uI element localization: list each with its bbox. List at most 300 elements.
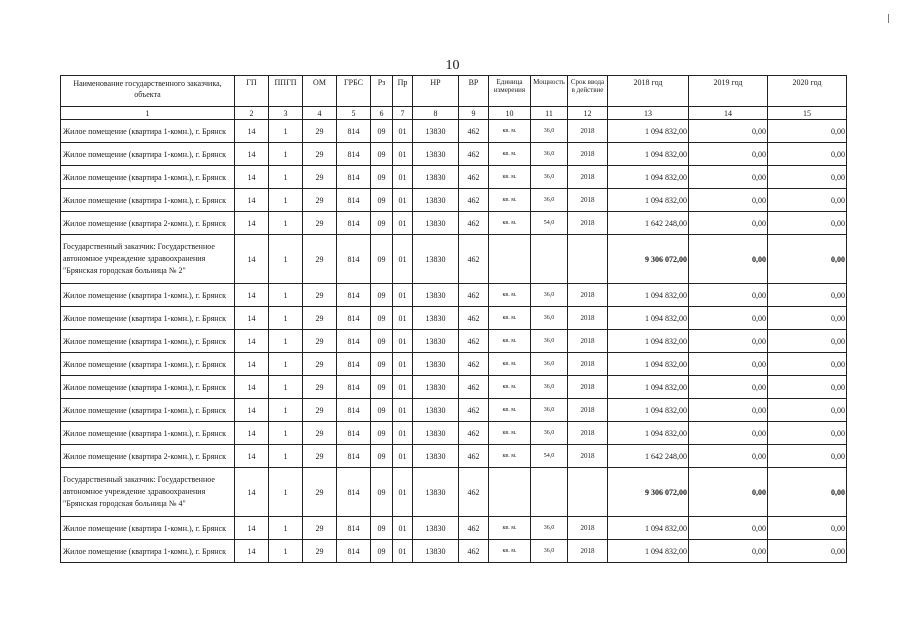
amount-2018-cell: 1 094 832,00 bbox=[608, 143, 689, 166]
rz-cell: 09 bbox=[371, 353, 393, 376]
column-header-om: ОМ bbox=[303, 76, 337, 107]
rz-cell: 09 bbox=[371, 422, 393, 445]
om-cell: 29 bbox=[303, 212, 337, 235]
unit-cell: кв. м. bbox=[489, 517, 531, 540]
column-header-pr: Пр bbox=[393, 76, 413, 107]
rz-cell: 09 bbox=[371, 399, 393, 422]
pr-cell: 01 bbox=[393, 307, 413, 330]
amount-2019-cell: 0,00 bbox=[689, 166, 768, 189]
capacity-cell: 36,0 bbox=[531, 189, 568, 212]
om-cell: 29 bbox=[303, 517, 337, 540]
om-cell: 29 bbox=[303, 376, 337, 399]
rz-cell: 09 bbox=[371, 143, 393, 166]
column-header-object: Наименование государственного заказчика, объекта bbox=[61, 76, 235, 107]
capacity-cell: 36,0 bbox=[531, 307, 568, 330]
amount-2020-cell: 0,00 bbox=[768, 468, 847, 517]
vr-cell: 462 bbox=[459, 120, 489, 143]
rz-cell: 09 bbox=[371, 284, 393, 307]
column-number: 13 bbox=[608, 107, 689, 120]
column-number: 6 bbox=[371, 107, 393, 120]
ppgp-cell: 1 bbox=[269, 212, 303, 235]
object-name-cell: Жилое помещение (квартира 1-комн.), г. Брянск bbox=[61, 284, 235, 307]
unit-cell: кв. м. bbox=[489, 189, 531, 212]
vr-cell: 462 bbox=[459, 399, 489, 422]
capacity-cell: 36,0 bbox=[531, 399, 568, 422]
amount-2019-cell: 0,00 bbox=[689, 120, 768, 143]
amount-2019-cell: 0,00 bbox=[689, 235, 768, 284]
amount-2019-cell: 0,00 bbox=[689, 422, 768, 445]
gp-cell: 14 bbox=[235, 189, 269, 212]
nr-cell: 13830 bbox=[413, 517, 459, 540]
object-name-cell: Жилое помещение (квартира 1-комн.), г. Брянск bbox=[61, 517, 235, 540]
amount-2019-cell: 0,00 bbox=[689, 284, 768, 307]
grbs-cell: 814 bbox=[337, 189, 371, 212]
term-cell: 2018 bbox=[568, 212, 608, 235]
grbs-cell: 814 bbox=[337, 330, 371, 353]
object-name-cell: Жилое помещение (квартира 1-комн.), г. Брянск bbox=[61, 330, 235, 353]
ppgp-cell: 1 bbox=[269, 284, 303, 307]
column-header-capacity: Мощность bbox=[531, 76, 568, 107]
nr-cell: 13830 bbox=[413, 189, 459, 212]
vr-cell: 462 bbox=[459, 235, 489, 284]
term-cell: 2018 bbox=[568, 307, 608, 330]
object-name-cell: Жилое помещение (квартира 1-комн.), г. Брянск bbox=[61, 307, 235, 330]
nr-cell: 13830 bbox=[413, 235, 459, 284]
rz-cell: 09 bbox=[371, 307, 393, 330]
amount-2018-cell: 1 642 248,00 bbox=[608, 212, 689, 235]
object-name-cell: Жилое помещение (квартира 2-комн.), г. Брянск bbox=[61, 445, 235, 468]
amount-2020-cell: 0,00 bbox=[768, 399, 847, 422]
amount-2019-cell: 0,00 bbox=[689, 212, 768, 235]
vr-cell: 462 bbox=[459, 445, 489, 468]
column-number: 10 bbox=[489, 107, 531, 120]
ppgp-cell: 1 bbox=[269, 468, 303, 517]
column-header-nr: НР bbox=[413, 76, 459, 107]
amount-2020-cell: 0,00 bbox=[768, 120, 847, 143]
object-name-cell: Жилое помещение (квартира 1-комн.), г. Брянск bbox=[61, 399, 235, 422]
pr-cell: 01 bbox=[393, 353, 413, 376]
rz-cell: 09 bbox=[371, 376, 393, 399]
amount-2020-cell: 0,00 bbox=[768, 376, 847, 399]
om-cell: 29 bbox=[303, 353, 337, 376]
amount-2019-cell: 0,00 bbox=[689, 399, 768, 422]
om-cell: 29 bbox=[303, 235, 337, 284]
column-header-grbs: ГРБС bbox=[337, 76, 371, 107]
om-cell: 29 bbox=[303, 468, 337, 517]
column-number: 9 bbox=[459, 107, 489, 120]
table-header-row bbox=[61, 76, 847, 107]
amount-2019-cell: 0,00 bbox=[689, 330, 768, 353]
table-row bbox=[61, 330, 847, 353]
unit-cell: кв. м. bbox=[489, 166, 531, 189]
amount-2018-cell: 1 094 832,00 bbox=[608, 189, 689, 212]
column-number-row bbox=[61, 107, 847, 120]
gp-cell: 14 bbox=[235, 120, 269, 143]
ppgp-cell: 1 bbox=[269, 166, 303, 189]
unit-cell: кв. м. bbox=[489, 143, 531, 166]
grbs-cell: 814 bbox=[337, 353, 371, 376]
table-row bbox=[61, 353, 847, 376]
capacity-cell: 36,0 bbox=[531, 376, 568, 399]
object-name-cell: Жилое помещение (квартира 2-комн.), г. Брянск bbox=[61, 212, 235, 235]
column-number: 8 bbox=[413, 107, 459, 120]
object-name-cell: Жилое помещение (квартира 1-комн.), г. Брянск bbox=[61, 422, 235, 445]
ppgp-cell: 1 bbox=[269, 235, 303, 284]
column-header-2020: 2020 год bbox=[768, 76, 847, 107]
pr-cell: 01 bbox=[393, 235, 413, 284]
nr-cell: 13830 bbox=[413, 399, 459, 422]
table-row bbox=[61, 540, 847, 563]
table-row bbox=[61, 143, 847, 166]
table-row bbox=[61, 212, 847, 235]
object-name-cell: Жилое помещение (квартира 1-комн.), г. Брянск bbox=[61, 120, 235, 143]
term-cell: 2018 bbox=[568, 422, 608, 445]
gp-cell: 14 bbox=[235, 468, 269, 517]
amount-2020-cell: 0,00 bbox=[768, 353, 847, 376]
nr-cell: 13830 bbox=[413, 330, 459, 353]
capacity-cell: 36,0 bbox=[531, 517, 568, 540]
column-number: 4 bbox=[303, 107, 337, 120]
column-number: 7 bbox=[393, 107, 413, 120]
capacity-cell: 36,0 bbox=[531, 120, 568, 143]
amount-2020-cell: 0,00 bbox=[768, 422, 847, 445]
term-cell: 2018 bbox=[568, 189, 608, 212]
table-body bbox=[61, 76, 847, 563]
rz-cell: 09 bbox=[371, 189, 393, 212]
rz-cell: 09 bbox=[371, 468, 393, 517]
customer-total-row bbox=[61, 468, 847, 517]
nr-cell: 13830 bbox=[413, 468, 459, 517]
gp-cell: 14 bbox=[235, 445, 269, 468]
capacity-cell bbox=[531, 468, 568, 517]
nr-cell: 13830 bbox=[413, 445, 459, 468]
term-cell: 2018 bbox=[568, 399, 608, 422]
term-cell: 2018 bbox=[568, 143, 608, 166]
term-cell: 2018 bbox=[568, 517, 608, 540]
capacity-cell: 36,0 bbox=[531, 422, 568, 445]
capacity-cell: 36,0 bbox=[531, 143, 568, 166]
gp-cell: 14 bbox=[235, 517, 269, 540]
pr-cell: 01 bbox=[393, 399, 413, 422]
om-cell: 29 bbox=[303, 143, 337, 166]
gp-cell: 14 bbox=[235, 212, 269, 235]
term-cell: 2018 bbox=[568, 330, 608, 353]
amount-2019-cell: 0,00 bbox=[689, 517, 768, 540]
rz-cell: 09 bbox=[371, 540, 393, 563]
term-cell bbox=[568, 235, 608, 284]
column-header-ppgp: ППГП bbox=[269, 76, 303, 107]
pr-cell: 01 bbox=[393, 445, 413, 468]
object-name-cell: Жилое помещение (квартира 1-комн.), г. Брянск bbox=[61, 166, 235, 189]
capacity-cell: 54,0 bbox=[531, 445, 568, 468]
unit-cell: кв. м. bbox=[489, 120, 531, 143]
amount-2020-cell: 0,00 bbox=[768, 540, 847, 563]
rz-cell: 09 bbox=[371, 166, 393, 189]
om-cell: 29 bbox=[303, 399, 337, 422]
grbs-cell: 814 bbox=[337, 445, 371, 468]
unit-cell bbox=[489, 235, 531, 284]
column-number: 15 bbox=[768, 107, 847, 120]
vr-cell: 462 bbox=[459, 376, 489, 399]
column-number: 1 bbox=[61, 107, 235, 120]
capacity-cell: 36,0 bbox=[531, 353, 568, 376]
gp-cell: 14 bbox=[235, 540, 269, 563]
pr-cell: 01 bbox=[393, 468, 413, 517]
column-header-rz: Рз bbox=[371, 76, 393, 107]
om-cell: 29 bbox=[303, 540, 337, 563]
rz-cell: 09 bbox=[371, 445, 393, 468]
amount-2020-cell: 0,00 bbox=[768, 235, 847, 284]
column-number: 2 bbox=[235, 107, 269, 120]
rz-cell: 09 bbox=[371, 212, 393, 235]
grbs-cell: 814 bbox=[337, 307, 371, 330]
ppgp-cell: 1 bbox=[269, 189, 303, 212]
amount-2018-cell: 1 094 832,00 bbox=[608, 284, 689, 307]
amount-2019-cell: 0,00 bbox=[689, 307, 768, 330]
unit-cell: кв. м. bbox=[489, 330, 531, 353]
grbs-cell: 814 bbox=[337, 235, 371, 284]
pr-cell: 01 bbox=[393, 143, 413, 166]
table-row bbox=[61, 189, 847, 212]
column-header-vr: ВР bbox=[459, 76, 489, 107]
ppgp-cell: 1 bbox=[269, 399, 303, 422]
pr-cell: 01 bbox=[393, 166, 413, 189]
amount-2018-cell: 1 094 832,00 bbox=[608, 422, 689, 445]
amount-2020-cell: 0,00 bbox=[768, 307, 847, 330]
amount-2020-cell: 0,00 bbox=[768, 330, 847, 353]
capacity-cell: 36,0 bbox=[531, 330, 568, 353]
amount-2020-cell: 0,00 bbox=[768, 445, 847, 468]
column-number: 11 bbox=[531, 107, 568, 120]
nr-cell: 13830 bbox=[413, 284, 459, 307]
term-cell: 2018 bbox=[568, 166, 608, 189]
amount-2018-cell: 1 094 832,00 bbox=[608, 307, 689, 330]
term-cell: 2018 bbox=[568, 353, 608, 376]
om-cell: 29 bbox=[303, 307, 337, 330]
om-cell: 29 bbox=[303, 189, 337, 212]
ppgp-cell: 1 bbox=[269, 307, 303, 330]
column-number: 5 bbox=[337, 107, 371, 120]
pr-cell: 01 bbox=[393, 189, 413, 212]
scan-edge-mark bbox=[888, 14, 889, 23]
ppgp-cell: 1 bbox=[269, 445, 303, 468]
page-number: 10 bbox=[445, 58, 460, 73]
column-header-gp: ГП bbox=[235, 76, 269, 107]
term-cell: 2018 bbox=[568, 376, 608, 399]
unit-cell: кв. м. bbox=[489, 540, 531, 563]
unit-cell: кв. м. bbox=[489, 399, 531, 422]
object-name-cell: Жилое помещение (квартира 1-комн.), г. Брянск bbox=[61, 353, 235, 376]
amount-2019-cell: 0,00 bbox=[689, 540, 768, 563]
nr-cell: 13830 bbox=[413, 166, 459, 189]
nr-cell: 13830 bbox=[413, 120, 459, 143]
unit-cell: кв. м. bbox=[489, 284, 531, 307]
amount-2019-cell: 0,00 bbox=[689, 143, 768, 166]
object-name-cell: Жилое помещение (квартира 1-комн.), г. Брянск bbox=[61, 189, 235, 212]
column-header-2019: 2019 год bbox=[689, 76, 768, 107]
pr-cell: 01 bbox=[393, 120, 413, 143]
amount-2018-cell: 9 306 072,00 bbox=[608, 235, 689, 284]
gp-cell: 14 bbox=[235, 376, 269, 399]
table-row bbox=[61, 517, 847, 540]
rz-cell: 09 bbox=[371, 517, 393, 540]
table-row bbox=[61, 284, 847, 307]
om-cell: 29 bbox=[303, 445, 337, 468]
amount-2019-cell: 0,00 bbox=[689, 445, 768, 468]
vr-cell: 462 bbox=[459, 468, 489, 517]
ppgp-cell: 1 bbox=[269, 376, 303, 399]
ppgp-cell: 1 bbox=[269, 422, 303, 445]
unit-cell: кв. м. bbox=[489, 376, 531, 399]
gp-cell: 14 bbox=[235, 143, 269, 166]
unit-cell: кв. м. bbox=[489, 445, 531, 468]
amount-2020-cell: 0,00 bbox=[768, 212, 847, 235]
ppgp-cell: 1 bbox=[269, 540, 303, 563]
amount-2020-cell: 0,00 bbox=[768, 517, 847, 540]
amount-2018-cell: 1 094 832,00 bbox=[608, 353, 689, 376]
grbs-cell: 814 bbox=[337, 376, 371, 399]
amount-2020-cell: 0,00 bbox=[768, 284, 847, 307]
rz-cell: 09 bbox=[371, 330, 393, 353]
grbs-cell: 814 bbox=[337, 284, 371, 307]
grbs-cell: 814 bbox=[337, 166, 371, 189]
unit-cell: кв. м. bbox=[489, 307, 531, 330]
gp-cell: 14 bbox=[235, 235, 269, 284]
vr-cell: 462 bbox=[459, 189, 489, 212]
pr-cell: 01 bbox=[393, 422, 413, 445]
grbs-cell: 814 bbox=[337, 517, 371, 540]
object-name-cell: Жилое помещение (квартира 1-комн.), г. Брянск bbox=[61, 143, 235, 166]
om-cell: 29 bbox=[303, 120, 337, 143]
om-cell: 29 bbox=[303, 330, 337, 353]
ppgp-cell: 1 bbox=[269, 517, 303, 540]
table-row bbox=[61, 399, 847, 422]
amount-2019-cell: 0,00 bbox=[689, 353, 768, 376]
term-cell bbox=[568, 468, 608, 517]
amount-2020-cell: 0,00 bbox=[768, 166, 847, 189]
gp-cell: 14 bbox=[235, 284, 269, 307]
nr-cell: 13830 bbox=[413, 422, 459, 445]
object-name-cell: Государственный заказчик: Государственное автономное учреждение здравоохранения "Брянская городская больница № 2" bbox=[61, 235, 235, 284]
grbs-cell: 814 bbox=[337, 540, 371, 563]
vr-cell: 462 bbox=[459, 353, 489, 376]
amount-2018-cell: 1 094 832,00 bbox=[608, 540, 689, 563]
om-cell: 29 bbox=[303, 166, 337, 189]
column-number: 12 bbox=[568, 107, 608, 120]
vr-cell: 462 bbox=[459, 517, 489, 540]
nr-cell: 13830 bbox=[413, 212, 459, 235]
ppgp-cell: 1 bbox=[269, 143, 303, 166]
vr-cell: 462 bbox=[459, 540, 489, 563]
nr-cell: 13830 bbox=[413, 307, 459, 330]
amount-2020-cell: 0,00 bbox=[768, 189, 847, 212]
amount-2018-cell: 1 094 832,00 bbox=[608, 517, 689, 540]
vr-cell: 462 bbox=[459, 422, 489, 445]
amount-2018-cell: 1 094 832,00 bbox=[608, 120, 689, 143]
gp-cell: 14 bbox=[235, 166, 269, 189]
amount-2018-cell: 1 094 832,00 bbox=[608, 330, 689, 353]
grbs-cell: 814 bbox=[337, 422, 371, 445]
column-number: 3 bbox=[269, 107, 303, 120]
capacity-cell: 54,0 bbox=[531, 212, 568, 235]
ppgp-cell: 1 bbox=[269, 353, 303, 376]
object-name-cell: Жилое помещение (квартира 1-комн.), г. Брянск bbox=[61, 540, 235, 563]
capacity-cell: 36,0 bbox=[531, 166, 568, 189]
om-cell: 29 bbox=[303, 422, 337, 445]
rz-cell: 09 bbox=[371, 235, 393, 284]
column-header-term: Срок ввода в действие bbox=[568, 76, 608, 107]
grbs-cell: 814 bbox=[337, 212, 371, 235]
gp-cell: 14 bbox=[235, 422, 269, 445]
object-name-cell: Жилое помещение (квартира 1-комн.), г. Брянск bbox=[61, 376, 235, 399]
vr-cell: 462 bbox=[459, 307, 489, 330]
gp-cell: 14 bbox=[235, 399, 269, 422]
term-cell: 2018 bbox=[568, 284, 608, 307]
ppgp-cell: 1 bbox=[269, 120, 303, 143]
unit-cell: кв. м. bbox=[489, 353, 531, 376]
vr-cell: 462 bbox=[459, 212, 489, 235]
grbs-cell: 814 bbox=[337, 399, 371, 422]
capacity-cell: 36,0 bbox=[531, 284, 568, 307]
unit-cell: кв. м. bbox=[489, 422, 531, 445]
capacity-cell bbox=[531, 235, 568, 284]
pr-cell: 01 bbox=[393, 284, 413, 307]
vr-cell: 462 bbox=[459, 330, 489, 353]
pr-cell: 01 bbox=[393, 212, 413, 235]
term-cell: 2018 bbox=[568, 540, 608, 563]
amount-2018-cell: 9 306 072,00 bbox=[608, 468, 689, 517]
vr-cell: 462 bbox=[459, 166, 489, 189]
rz-cell: 09 bbox=[371, 120, 393, 143]
gp-cell: 14 bbox=[235, 330, 269, 353]
om-cell: 29 bbox=[303, 284, 337, 307]
unit-cell bbox=[489, 468, 531, 517]
term-cell: 2018 bbox=[568, 120, 608, 143]
customer-total-row bbox=[61, 235, 847, 284]
amount-2018-cell: 1 094 832,00 bbox=[608, 166, 689, 189]
amount-2019-cell: 0,00 bbox=[689, 376, 768, 399]
table-row bbox=[61, 376, 847, 399]
nr-cell: 13830 bbox=[413, 540, 459, 563]
amount-2018-cell: 1 094 832,00 bbox=[608, 376, 689, 399]
pr-cell: 01 bbox=[393, 540, 413, 563]
table-row bbox=[61, 422, 847, 445]
amount-2018-cell: 1 094 832,00 bbox=[608, 399, 689, 422]
gp-cell: 14 bbox=[235, 307, 269, 330]
grbs-cell: 814 bbox=[337, 468, 371, 517]
nr-cell: 13830 bbox=[413, 376, 459, 399]
nr-cell: 13830 bbox=[413, 353, 459, 376]
pr-cell: 01 bbox=[393, 376, 413, 399]
column-header-unit: Единица измерения bbox=[489, 76, 531, 107]
term-cell: 2018 bbox=[568, 445, 608, 468]
ppgp-cell: 1 bbox=[269, 330, 303, 353]
vr-cell: 462 bbox=[459, 284, 489, 307]
object-name-cell: Государственный заказчик: Государственное автономное учреждение здравоохранения "Брянская городская больница № 4" bbox=[61, 468, 235, 517]
grbs-cell: 814 bbox=[337, 120, 371, 143]
table-row bbox=[61, 166, 847, 189]
column-number: 14 bbox=[689, 107, 768, 120]
amount-2020-cell: 0,00 bbox=[768, 143, 847, 166]
grbs-cell: 814 bbox=[337, 143, 371, 166]
vr-cell: 462 bbox=[459, 143, 489, 166]
pr-cell: 01 bbox=[393, 330, 413, 353]
gp-cell: 14 bbox=[235, 353, 269, 376]
amount-2019-cell: 0,00 bbox=[689, 468, 768, 517]
nr-cell: 13830 bbox=[413, 143, 459, 166]
table-row bbox=[61, 307, 847, 330]
amount-2018-cell: 1 642 248,00 bbox=[608, 445, 689, 468]
